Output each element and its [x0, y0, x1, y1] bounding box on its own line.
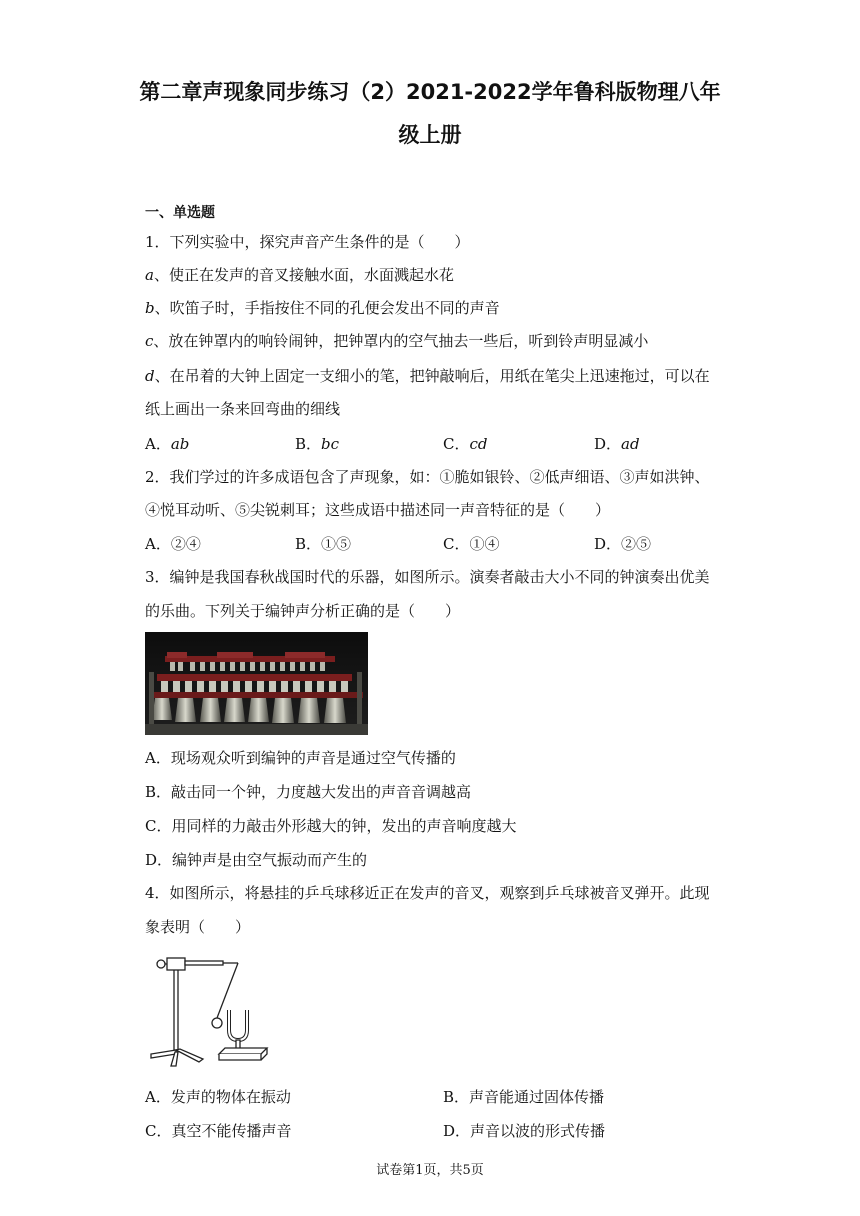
q1-option-c-value: cd [469, 435, 488, 453]
q2-option-a[interactable]: A．②④ [145, 535, 201, 553]
q4-option-c[interactable]: C．真空不能传播声音 [145, 1122, 292, 1140]
q1-option-c-label: C． [443, 435, 470, 453]
q1-option-d[interactable] [594, 434, 640, 454]
q4-option-a[interactable]: A．发声的物体在振动 [145, 1088, 291, 1106]
q3-stem-line-2: 的乐曲。下列关于编钟声分析正确的是（ ） [145, 602, 461, 620]
q1-statement-c [145, 331, 648, 351]
q1-stem: 1．下列实验中，探究声音产生条件的是（ ） [145, 233, 470, 251]
tuning-fork-ping-pong-diagram [145, 950, 270, 1068]
q2-option-b[interactable]: B．①⑤ [295, 535, 352, 553]
q1-option-c[interactable] [443, 434, 488, 454]
q3-option-a[interactable]: A．现场观众听到编钟的声音是通过空气传播的 [145, 749, 456, 767]
q1-statement-b-text: 、吹笛子时，手指按住不同的孔便会发出不同的声音 [154, 299, 500, 317]
page-footer: 试卷第1页，共5页 [376, 1163, 484, 1178]
document-title-line-1: 第二章声现象同步练习（2）2021-2022学年鲁科版物理八年 [139, 80, 721, 104]
q1-statement-a-text: 、使正在发声的音叉接触水面，水面溅起水花 [153, 266, 454, 284]
q1-statement-b-letter: b [145, 299, 155, 317]
q1-option-a[interactable] [145, 434, 189, 454]
q2-option-d[interactable]: D．②⑤ [594, 535, 652, 553]
q4-option-d[interactable]: D．声音以波的形式传播 [443, 1122, 606, 1140]
q1-option-a-label: A． [145, 435, 171, 453]
q3-option-d[interactable]: D．编钟声是由空气振动而产生的 [145, 851, 368, 869]
q1-statement-d-text: 、在吊着的大钟上固定一支细小的笔，把钟敲响后，用纸在笔尖上迅速拖过，可以在 [154, 367, 710, 385]
q1-statement-a [145, 265, 454, 285]
q1-option-b-label: B． [295, 435, 322, 453]
q4-option-b[interactable]: B．声音能通过固体传播 [443, 1088, 605, 1106]
q1-statement-d-continued: 纸上画出一条来回弯曲的细线 [145, 400, 341, 418]
bianzhong-chime-bells-photo [145, 632, 368, 735]
q1-statement-c-letter: c [145, 332, 154, 350]
q2-stem-line-1: 2．我们学过的许多成语包含了声现象，如：①脆如银铃、②低声细语、③声如洪钟、 [145, 468, 710, 486]
q4-stem-line-2: 象表明（ ） [145, 918, 251, 936]
q3-option-b[interactable]: B．敲击同一个钟，力度越大发出的声音音调越高 [145, 783, 472, 801]
section-heading: 一、单选题 [145, 205, 215, 221]
q1-statement-d [145, 366, 710, 386]
q4-stem-line-1: 4．如图所示，将悬挂的乒乓球移近正在发声的音叉，观察到乒乓球被音叉弹开。此现 [145, 884, 710, 902]
q2-option-c[interactable]: C．①④ [443, 535, 500, 553]
q1-statement-d-letter: d [145, 367, 155, 385]
q1-statement-a-letter: a [145, 266, 154, 284]
q1-option-b-value: bc [321, 435, 340, 453]
q3-stem-line-1: 3．编钟是我国春秋战国时代的乐器，如图所示。演奏者敲击大小不同的钟演奏出优美 [145, 568, 710, 586]
q2-stem-line-2: ④悦耳动听、⑤尖锐刺耳；这些成语中描述同一声音特征的是（ ） [145, 501, 611, 519]
q1-option-b[interactable] [295, 434, 339, 454]
q1-option-d-label: D． [594, 435, 622, 453]
q1-option-d-value: ad [621, 435, 640, 453]
q1-option-a-value: ab [170, 435, 190, 453]
q1-statement-b [145, 298, 500, 318]
q1-statement-c-text: 、放在钟罩内的响铃闹钟，把钟罩内的空气抽去一些后，听到铃声明显减小 [153, 332, 649, 350]
q3-option-c[interactable]: C．用同样的力敲击外形越大的钟，发出的声音响度越大 [145, 817, 517, 835]
document-title-line-2: 级上册 [398, 123, 462, 147]
